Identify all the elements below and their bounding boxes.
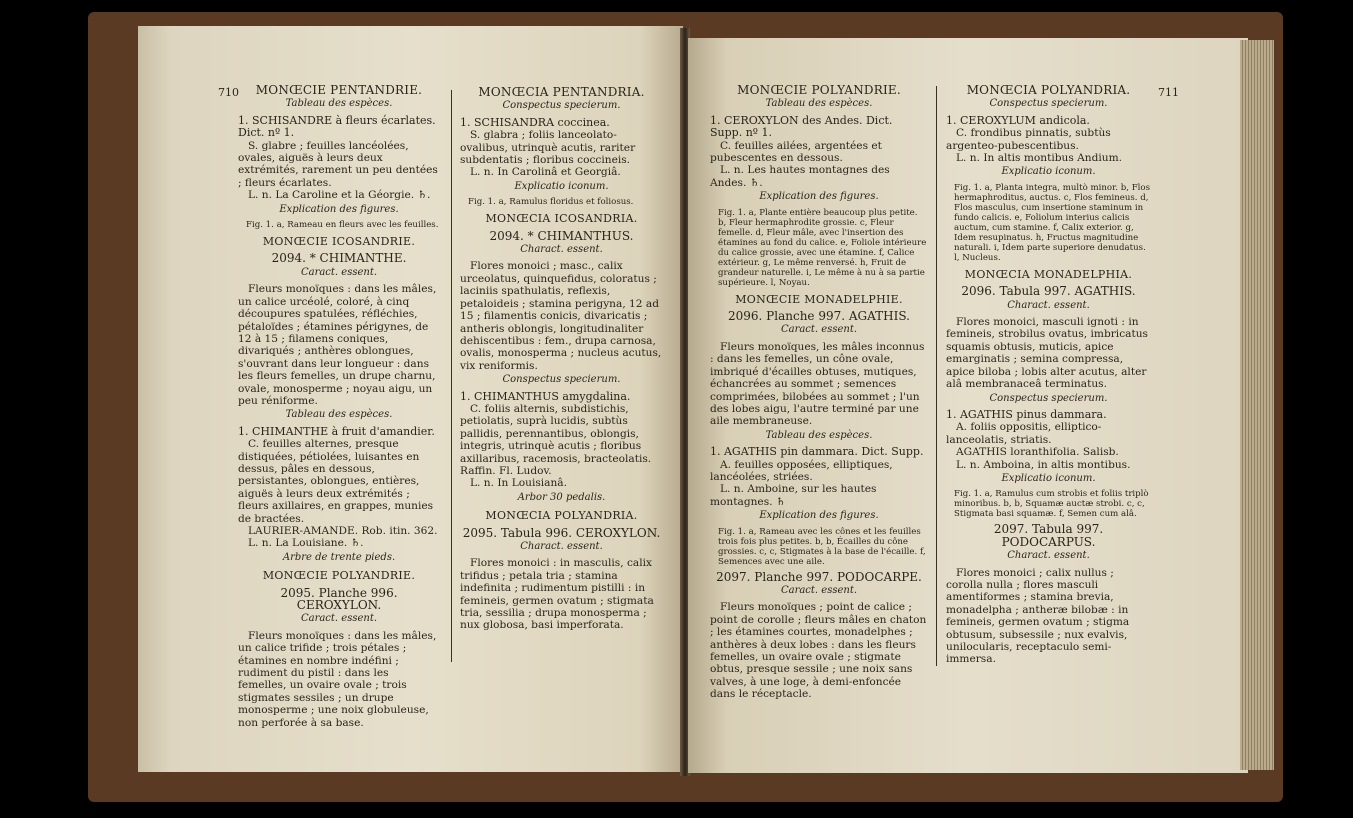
sect-text: MONŒCIE POLYANDRIE.: [262, 569, 416, 583]
page-number-right: 711: [1158, 86, 1179, 99]
caption-text: Tableau des espèces.: [765, 429, 873, 441]
entry-text: 1. CEROXYLON des Andes. Dict. Supp. nº 1.: [710, 113, 893, 140]
paragraph: A. foliis oppositis, elliptico-lanceolatis, striatis.: [946, 421, 1102, 446]
caption-text: Tableau des espèces.: [285, 98, 393, 110]
paragraph: AGATHIS loranthifolia. Salisb.: [956, 446, 1119, 459]
caption-text: Explication des figures.: [759, 191, 879, 203]
caption-text: Conspectus specierum.: [989, 392, 1108, 404]
paragraph: A. feuilles opposées, elliptiques, lancéolées, striées.: [710, 458, 893, 483]
sect-text: MONŒCIE ICOSANDRIE.: [262, 235, 416, 249]
left-french-column: [238, 84, 440, 729]
right-latin-column: [946, 84, 1151, 666]
paragraph: L. n. La Caroline et la Géorgie. ♄.: [248, 189, 431, 202]
caption-text: Explicatio iconum.: [1001, 166, 1096, 178]
small-text: Fig. 1. a, Planta integra, multò minor. b, Flos hermaphroditus, auctus. c, Flos femineus. d, Flos masculus, cum insertione staminum in fundo calicis. e, Foliolum interius calicis auctum, cum stamine. f, Calix exterior. g, Idem resupinatus. h, Fructus magnitudine naturali. i, Idem parte superiore denudatus. l, Nucleus.: [954, 182, 1150, 263]
small-text: Fig. 1. a, Ramulus floridus et foliosus.: [468, 197, 634, 208]
caption-text: Tableau des espèces.: [765, 98, 873, 110]
caption-text: Charact. essent.: [520, 541, 603, 552]
paragraph: S. glabra ; foliis lanceolato-ovalibus, utrinquè acutis, rariter subdentatis ; floribus coccineis.: [460, 129, 636, 167]
paragraph: Fleurs monoïques, les mâles inconnus : dans les femelles, un cône ovale, imbriqué d'écailles obtuses, mutiques, échancrées au sommet ; semences comprimées, bilobées au sommet ; l'un des lobes aigu, l'autre terminé par une aile membraneuse.: [710, 340, 925, 428]
genus-text: 2097. Planche 997. PODOCARPE.: [716, 569, 922, 584]
paragraph: Flores monoici ; calix nullus ; corolla nulla ; flores masculi amentiformes ; stamina brevia, monadelpha ; antheræ bilobæ : in femineis, germen ovatum ; stigma obtusum, subsessile ; nux evalvis, unilocularis, receptaculo semi-immersa.: [946, 566, 1130, 666]
paragraph: C. feuilles alternes, presque distiquées, pétiolées, luisantes en dessus, pâles en dessous, persistantes, oblongues, entières, aiguës à leurs deux extrémités ; fleurs axillaires, en grappes, munies de bractées.: [238, 438, 434, 525]
page-number-left: 710: [218, 86, 239, 99]
left-page: [138, 26, 683, 772]
column-divider: [936, 86, 937, 666]
paragraph: L. n. In Louisianâ.: [470, 477, 567, 490]
sect-text: MONŒCIA POLYANDRIA.: [485, 509, 638, 523]
entry-text: 1. SCHISANDRA coccinea.: [460, 115, 610, 129]
column-divider: [451, 90, 452, 662]
page-edges: [1240, 40, 1274, 770]
runhead-text: MONŒCIA PENTANDRIA.: [478, 85, 645, 99]
paragraph: C. frondibus pinnatis, subtùs argenteo-pubescentibus.: [946, 127, 1111, 152]
small-text: Fig. 1. a, Ramulus cum strobis et foliis triplò minoribus. b, b, Squamæ auctæ strobi. c, c, Stigmata basi squamæ. f, Semen cum alâ.: [954, 489, 1149, 520]
caption-text: Charact. essent.: [1007, 550, 1090, 562]
caption-text: Arbre de trente pieds.: [282, 551, 396, 563]
caption-text: Explication des figures.: [279, 203, 399, 215]
caption-text: Charact. essent.: [520, 244, 603, 256]
paragraph: Flores monoici ; masc., calix urceolatus, quinquefidus, coloratus ; laciniis spathulatis, reflexis, petaloideis ; stamina perigyna, 12 ad 15 ; filamentis conicis, divaricatis ; antheris oblongis, longitudinaliter dehiscentibus : fem., drupa carnosa, ovalis, monosperma ; nucleus acutus, vix reniformis.: [460, 260, 662, 372]
sect-text: MONŒCIA MONADELPHIA.: [964, 267, 1133, 281]
left-latin-column: [460, 86, 663, 632]
entry-text: 1. AGATHIS pinus dammara.: [946, 407, 1107, 421]
right-french-column: [710, 84, 928, 701]
caption-text: Caract. essent.: [300, 613, 378, 625]
caption-text: Caract. essent.: [780, 324, 858, 336]
paragraph: L. n. In Carolinâ et Georgiâ.: [470, 166, 621, 179]
runhead-text: MONŒCIE POLYANDRIE.: [737, 83, 901, 97]
right-page: [688, 38, 1248, 773]
runhead-text: MONŒCIA POLYANDRIA.: [966, 83, 1131, 97]
small-text: Fig. 1. a, Plante entière beaucoup plus petite. b, Fleur hermaphrodite grossie. c, Fleur femelle. d, Fleur mâle, avec l'insertion des étamines au fond du calice. e, Foliole intérieure du calice grossie, avec une étamine. f, Calice extérieur. g, Le même renversé. h, Fruit de grandeur naturelle. i, Le même à nu à sa partie supérieure. l, Noyau.: [718, 207, 927, 288]
paragraph: L. n. Les hautes montagnes des Andes. ♄.: [710, 164, 890, 189]
caption-text: Conspectus specierum.: [989, 98, 1108, 110]
paragraph: L. n. La Louisiane. ♄.: [248, 537, 364, 550]
caption-text: Explication des figures.: [759, 510, 879, 522]
sect-text: MONŒCIA ICOSANDRIA.: [485, 212, 638, 226]
genus-text: 2096. Tabula 997. AGATHIS.: [961, 284, 1136, 299]
paragraph: C. foliis alternis, subdistichis, petiolatis, suprà lucidis, subtùs pallidis, perennantibus, oblongis, integris, utrinquè acutis ; floribus axillaribus, racemosis, bracteolatis. Raffin. Fl. Ludov.: [460, 402, 652, 477]
caption-text: Conspectus specierum.: [502, 374, 621, 386]
paragraph: Fleurs monoïques : dans les mâles, un calice urcéolé, coloré, à cinq découpures spatulées, réfléchies, pétaloïdes ; étamines périgynes, de 12 à 15 ; filamens coniques, divariqués ; anthères oblongues, s'ouvrant dans leur longueur : dans les fleurs femelles, un drupe charnu, ovale, monosperme ; noyau aigu, un peu réniforme.: [238, 283, 437, 407]
small-text: Fig. 1. a, Rameau en fleurs avec les feuilles.: [246, 220, 439, 231]
paragraph: Fleurs monoïques ; point de calice ; point de corolle ; fleurs mâles en chaton ; les étamines courtes, monadelphes ; anthères à deux lobes : dans les fleurs femelles, un ovaire ovale ; stigmate obtus, presque sessile ; une noix sans valves, à une loge, à demi-enfoncée dans le réceptacle.: [710, 601, 927, 701]
paragraph: C. feuilles ailées, argentées et pubescentes en dessous.: [710, 139, 882, 165]
entry-text: 1. CEROXYLUM andicola.: [946, 113, 1090, 127]
runhead-text: MONŒCIE PENTANDRIE.: [255, 83, 423, 97]
entry-text: 1. CHIMANTHE à fruit d'amandier.: [238, 424, 435, 438]
paragraph: Fleurs monoïques : dans les mâles, un calice trifide ; trois pétales ; étamines en nombre indéfini ; rudiment du pistil : dans les femelles, un ovaire ovale ; trois stigmates sessiles ; un drupe monosperme ; une noix globuleuse, non perforée à sa base.: [238, 629, 437, 729]
paragraph: S. glabre ; feuilles lancéolées, ovales, aiguës à leurs deux extrémités, rarement un peu dentées ; fleurs écarlates.: [238, 139, 438, 189]
genus-text: 2094. * CHIMANTHUS.: [489, 228, 634, 243]
genus-text: 2095. Planche 996. CEROXYLON.: [280, 585, 398, 613]
caption-text: Arbor 30 pedalis.: [517, 491, 606, 503]
paragraph: Flores monoici : in masculis, calix trifidus ; petala tria ; stamina indefinita ; rudimentum pistilli : in femineis, germen ovatum ; stigmata tria, sessilia ; drupa monosperma ; nux globosa, basi imperforata.: [460, 557, 654, 632]
small-text: Fig. 1. a, Rameau avec les cônes et les feuilles trois fois plus petites. b, b, Écailles du cône grossies. c, c, Stigmates à la base de l'écaille. f, Semences avec une aile.: [718, 526, 926, 567]
caption-text: Tableau des espèces.: [285, 409, 393, 421]
caption-text: Caract. essent.: [300, 266, 378, 278]
genus-text: 2095. Tabula 996. CEROXYLON.: [462, 525, 661, 540]
caption-text: Charact. essent.: [1007, 299, 1090, 311]
paragraph: Flores monoici, masculi ignoti : in femineis, strobilus ovatus, imbricatus squamis obtusis, muticis, apice emarginatis ; semina compressa, apice biloba ; lobis alter acutus, alter alâ membranaceâ terminatus.: [946, 316, 1148, 391]
paragraph: L. n. In altis montibus Andium.: [956, 152, 1123, 165]
sect-text: MONŒCIE MONADELPHIE.: [735, 292, 903, 306]
genus-text: 2094. * CHIMANTHE.: [271, 251, 407, 266]
entry-text: 1. SCHISANDRE à fleurs écarlates. Dict. nº 1.: [238, 113, 436, 140]
caption-text: Conspectus specierum.: [502, 100, 621, 112]
entry-text: 1. CHIMANTHUS amygdalina.: [460, 389, 631, 403]
entry-text: 1. AGATHIS pin dammara. Dict. Supp.: [710, 445, 924, 459]
caption-text: Explicatio iconum.: [1001, 472, 1096, 484]
genus-text: 2096. Planche 997. AGATHIS.: [728, 309, 910, 324]
paragraph: LAURIER-AMANDE. Rob. itin. 362.: [248, 525, 438, 537]
paragraph: L. n. Amboine, sur les hautes montagnes. ♄: [710, 483, 877, 508]
caption-text: Explicatio iconum.: [514, 180, 609, 192]
paragraph: L. n. Amboina, in altis montibus.: [956, 458, 1131, 471]
caption-text: Caract. essent.: [780, 584, 858, 596]
genus-text: 2097. Tabula 997. PODOCARPUS.: [993, 522, 1104, 549]
